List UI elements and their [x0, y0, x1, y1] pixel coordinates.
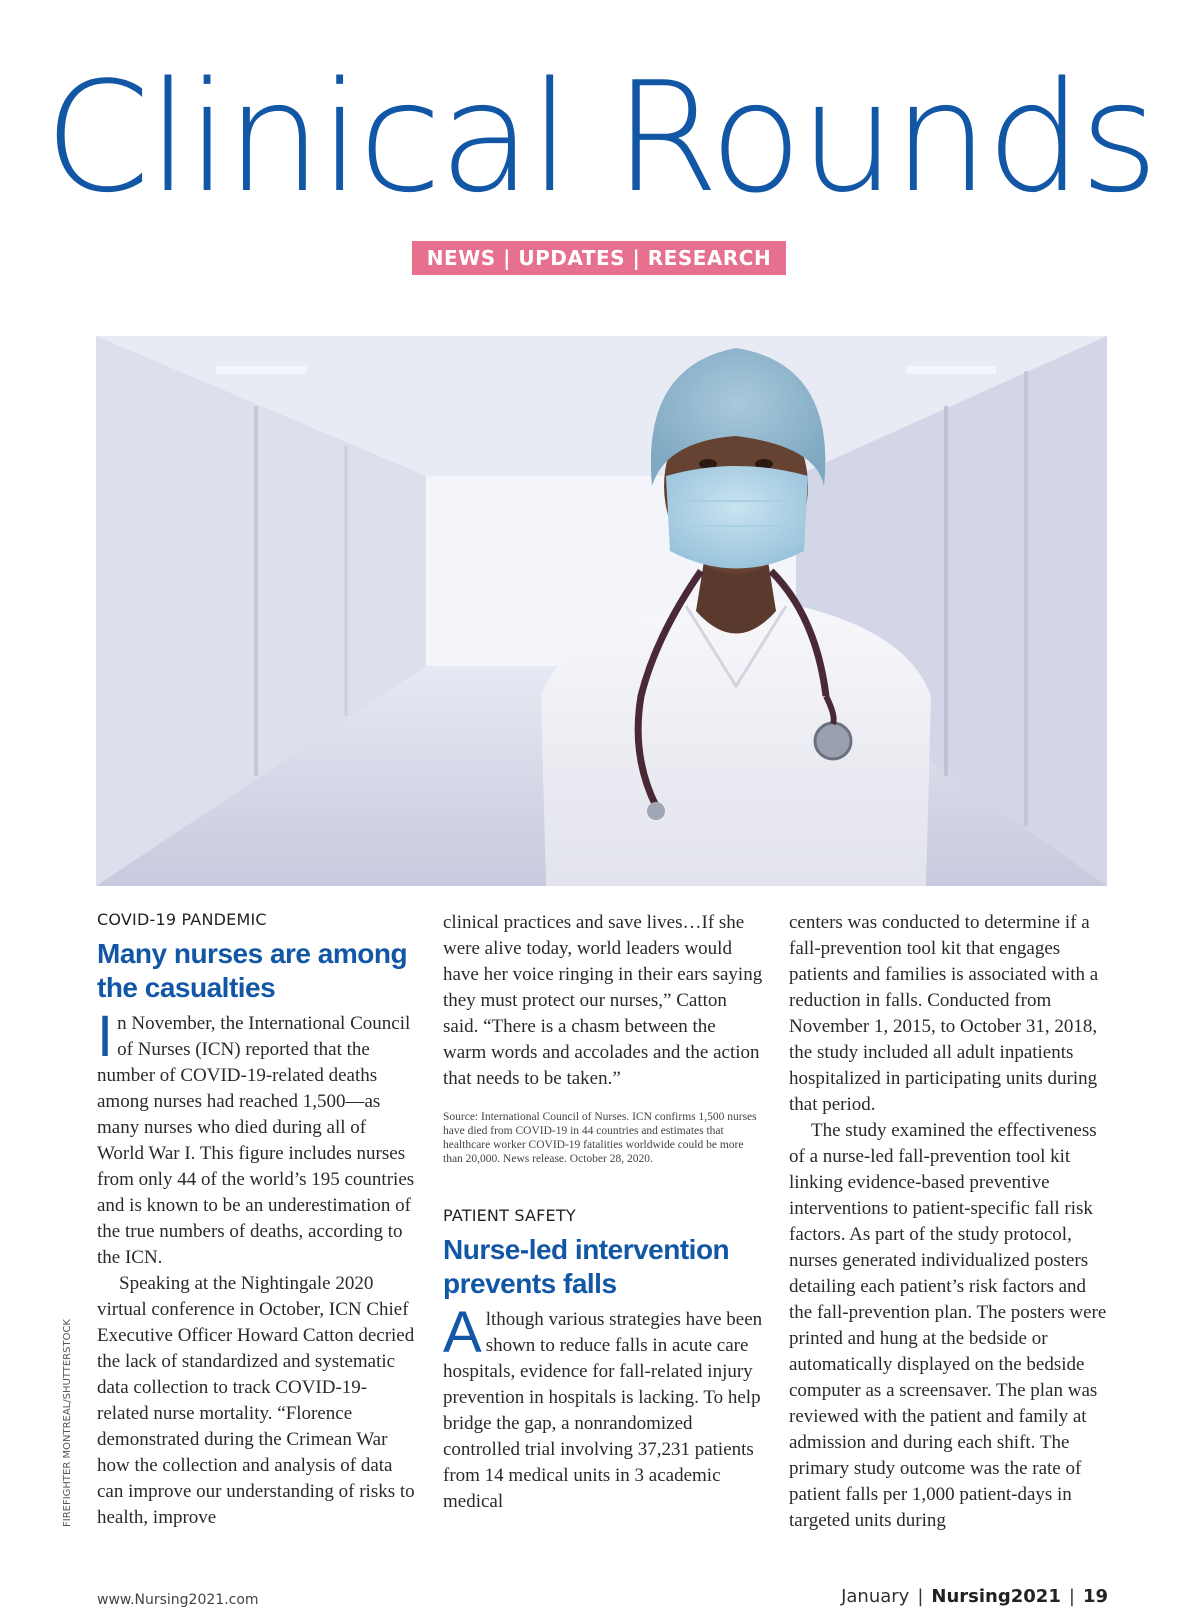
column-1 — [97, 910, 415, 1531]
article-paragraph: The study examined the effectiveness of a nurse-led fall-prevention tool kit linking evidence-based preventive interventions to patient-specific fall risk factors. As part of the study protocol, nurses generated individualized posters detailing each patient’s risk factors and the fall-prevention plan. The posters were printed and hung at the bedside or automatically displayed on the bedside computer as a screensaver. The plan was reviewed with the patient and family at admission and during each shift. The primary study outcome was the rate of patient falls per 1,000 patient-days in targeted units during — [789, 1120, 1107, 1531]
page-number: 19 — [1082, 1586, 1108, 1607]
footer-url: www.Nursing2021.com — [97, 1592, 259, 1608]
article-paragraph: centers was conducted to determine if a fall-prevention tool kit that engages patients and families is associated with a reduction in falls. Conducted from November 1, 2015, to October 31, 2018, the study included all adult inpatients hospitalized in participating units during that period. — [789, 912, 1099, 1115]
column-2 — [443, 910, 763, 1515]
article-headline: Nurse-led intervention prevents falls — [443, 1234, 730, 1299]
drop-cap: A — [443, 1300, 482, 1365]
hero-photo — [96, 336, 1107, 886]
article-headline: Many nurses are among the casualties — [97, 938, 408, 1003]
article-paragraph: In November, the International Council of Nurses (ICN) reported that the number of COVID-19-related deaths among nurses had reached 1,500—as many nurses who died during all of World War I. This figure includes nurses from only 44 of the world’s 195 countries and is known to be an underestimation of the true numbers of deaths, according to the ICN. — [97, 1004, 415, 1268]
photo-credit: FIREFIGHTER MONTREAL/SHUTTERSTOCK — [62, 1319, 73, 1527]
article-kicker: COVID-19 PANDEMIC — [97, 910, 267, 929]
page-folio: January | Nursing2021 | 19 — [841, 1586, 1108, 1607]
section-tagline: NEWS | UPDATES | RESEARCH — [412, 241, 786, 275]
drop-cap: I — [97, 1004, 114, 1069]
source-citation: Source: International Council of Nurses. ICN confirms 1,500 nurses have died from COVID-19 in 44 countries and estimates that healthcare worker COVID-19 fatalities worldwide could be more than 20,000. News release. October 28, 2020. — [443, 1111, 757, 1165]
article-paragraph: Speaking at the Nightingale 2020 virtual conference in October, ICN Chief Executive Officer Howard Catton decried the lack of standardized and systematic data collection to track COVID-19-related nurse mortality. “Florence demonstrated during the Crimean War how the collection and analysis of data can improve our understanding of risks to health, improve — [97, 1273, 415, 1528]
folio-journal: Nursing2021 — [931, 1586, 1061, 1607]
article-paragraph: Although various strategies have been shown to reduce falls in acute care hospitals, evidence for fall-related injury prevention in hospitals is lacking. To help bridge the gap, a nonrandomized controlled trial involving 37,231 patients from 14 medical units in 3 academic medical — [443, 1300, 763, 1512]
folio-month: January — [841, 1586, 910, 1607]
column-3 — [789, 910, 1107, 1534]
article-kicker: PATIENT SAFETY — [443, 1206, 576, 1225]
masthead-title: Clinical Rounds — [44, 49, 1156, 226]
article-paragraph: clinical practices and save lives…If she were alive today, world leaders would have her voice ringing in their ears saying they must protect our nurses,” Catton said. “There is a chasm between the warm words and accolades and the action that needs to be taken.” — [443, 912, 763, 1089]
